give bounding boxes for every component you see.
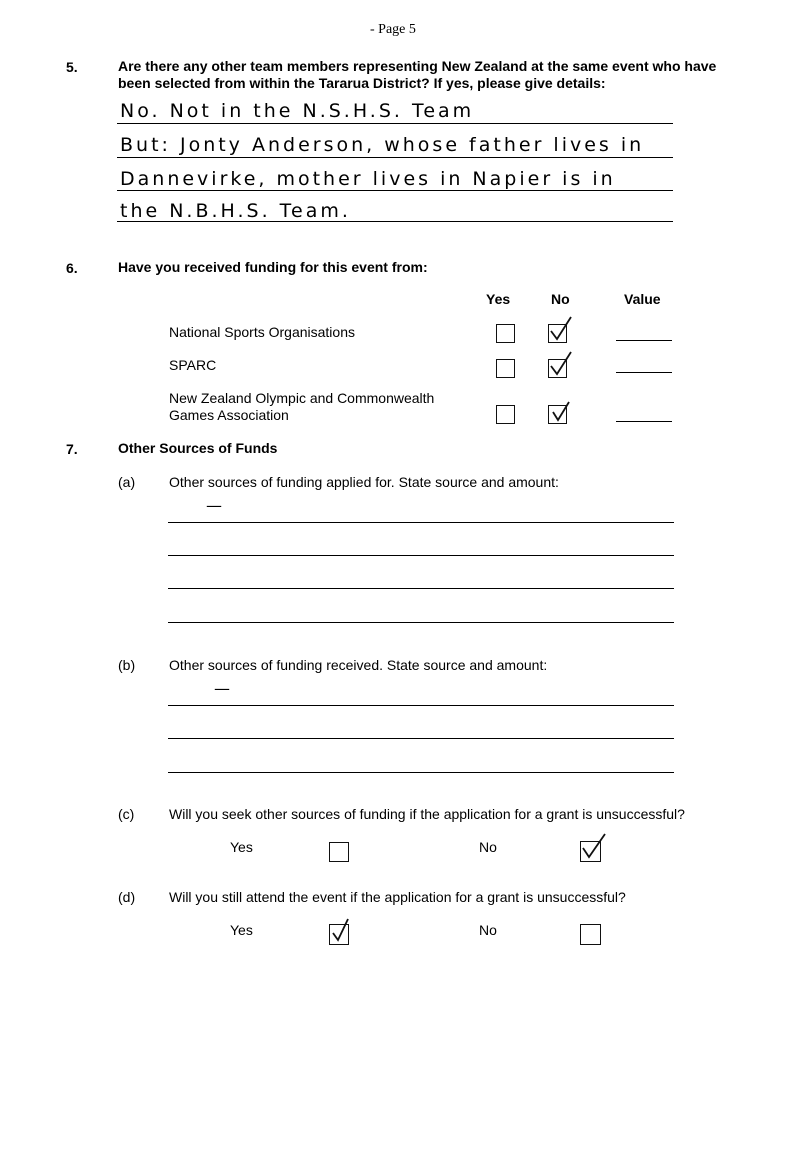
q5-answer-line-2: But: Jonty Anderson, whose father lives in xyxy=(120,134,645,156)
q7c-no-label: No xyxy=(479,839,497,855)
q7b-label: (b) xyxy=(118,657,136,673)
q7d-no-checkbox[interactable] xyxy=(580,924,601,945)
question-6-text: Have you received funding for this event from: xyxy=(118,259,428,275)
q7a-rule-1 xyxy=(168,522,674,523)
q7d-yes-checkbox[interactable] xyxy=(329,924,349,945)
column-value-header: Value xyxy=(624,291,661,307)
funding-row-2-yes-checkbox[interactable] xyxy=(496,359,515,378)
q7b-rule-1 xyxy=(168,705,674,706)
question-7-number: 7. xyxy=(66,441,78,457)
question-5-text: Are there any other team members representing New Zealand at the same event who have been selected from within the Tararua District? If yes, please give details: xyxy=(118,58,717,91)
q5-answer-rule-1 xyxy=(117,123,673,124)
funding-row-2-value-rule xyxy=(616,372,672,373)
funding-row-2-no-checkbox[interactable] xyxy=(548,359,567,378)
q7d-yes-label: Yes xyxy=(230,922,253,938)
q5-answer-rule-2 xyxy=(117,157,673,158)
q7c-text: Will you seek other sources of funding if the application for a grant is unsuccessful? xyxy=(169,806,685,822)
q5-answer-line-1: No. Not in the N.S.H.S. Team xyxy=(120,100,475,122)
page-number: - Page 5 xyxy=(370,22,416,37)
funding-row-3-label: New Zealand Olympic and Commonwealth Games Association xyxy=(169,390,435,423)
q5-answer-line-3: Dannevirke, mother lives in Napier is in xyxy=(120,168,616,190)
question-7-title: Other Sources of Funds xyxy=(118,440,278,456)
checkmark-icon xyxy=(328,915,354,943)
funding-row-3-value-rule xyxy=(616,421,672,422)
funding-row-1-no-checkbox[interactable] xyxy=(548,324,567,343)
q5-answer-rule-4 xyxy=(117,221,673,222)
q7a-label: (a) xyxy=(118,474,136,490)
checkmark-icon xyxy=(547,350,573,378)
q5-answer-line-4: the N.B.H.S. Team. xyxy=(120,200,351,222)
funding-row-2-label: SPARC xyxy=(169,357,217,373)
q7b-answer: — xyxy=(214,679,233,698)
question-5-number: 5. xyxy=(66,59,78,75)
q7c-no-checkbox[interactable] xyxy=(580,841,601,862)
q7b-rule-3 xyxy=(168,772,674,773)
checkmark-icon xyxy=(547,396,573,424)
checkmark-icon xyxy=(579,832,605,860)
q7b-rule-2 xyxy=(168,738,674,739)
funding-row-3-no-checkbox[interactable] xyxy=(548,405,567,424)
q7d-text: Will you still attend the event if the application for a grant is unsuccessful? xyxy=(169,889,626,905)
funding-row-1-label: National Sports Organisations xyxy=(169,324,355,340)
q7a-rule-4 xyxy=(168,622,674,623)
q7b-text: Other sources of funding received. State source and amount: xyxy=(169,657,548,673)
q7c-yes-checkbox[interactable] xyxy=(329,842,349,862)
q7c-yes-label: Yes xyxy=(230,839,253,855)
funding-row-1-value-rule xyxy=(616,340,672,341)
q7d-no-label: No xyxy=(479,922,497,938)
question-6-number: 6. xyxy=(66,260,78,276)
q7c-label: (c) xyxy=(118,806,135,822)
q7a-text: Other sources of funding applied for. State source and amount: xyxy=(169,474,559,490)
q7d-label: (d) xyxy=(118,889,136,905)
funding-row-3-yes-checkbox[interactable] xyxy=(496,405,515,424)
funding-row-1-yes-checkbox[interactable] xyxy=(496,324,515,343)
q5-answer-rule-3 xyxy=(117,190,673,191)
column-yes-header: Yes xyxy=(486,291,511,307)
q7a-rule-3 xyxy=(168,588,674,589)
q7a-rule-2 xyxy=(168,555,674,556)
column-no-header: No xyxy=(551,291,570,307)
q7a-answer: — xyxy=(206,496,225,515)
checkmark-icon xyxy=(547,315,573,343)
